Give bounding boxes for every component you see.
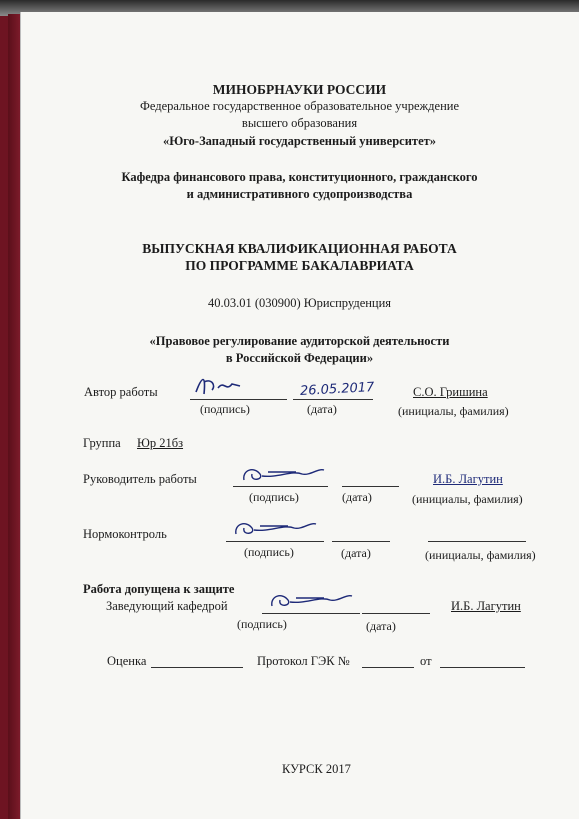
binding-edge [8, 14, 20, 819]
city-year: КУРСК 2017 [282, 762, 351, 776]
supervisor-caption-name: (инициалы, фамилия) [412, 492, 523, 506]
author-caption-name: (инициалы, фамилия) [398, 404, 509, 418]
normcontrol-label: Нормоконтроль [83, 527, 167, 541]
supervisor-date-line [342, 486, 399, 487]
normcontrol-date-line [332, 541, 390, 542]
normcontrol-caption-name: (инициалы, фамилия) [425, 548, 536, 562]
protocol-label: Протокол ГЭК № [257, 654, 350, 668]
specialty: 40.03.01 (030900) Юриспруденция [207, 296, 392, 310]
work-title-line-2: ПО ПРОГРАММЕ БАКАЛАВРИАТА [185, 258, 414, 273]
institution-line-2: высшего образования [241, 116, 358, 130]
university-name: «Юго-Западный государственный университет» [162, 134, 437, 148]
grade-line [151, 667, 243, 668]
author-label: Автор работы [84, 385, 158, 399]
admission-heading: Работа допущена к защите [83, 582, 235, 596]
normcontrol-name-line [428, 541, 526, 542]
head-of-department-label: Заведующий кафедрой [106, 599, 228, 613]
institution-line-1: Федеральное государственное образовательное учреждение [139, 99, 459, 113]
normcontrol-caption-date: (дата) [341, 546, 371, 560]
author-caption-date: (дата) [307, 402, 337, 416]
head-signature [266, 586, 356, 619]
grade-label: Оценка [107, 654, 147, 668]
group-value: Юр 21бз [137, 436, 184, 450]
supervisor-signature [238, 460, 328, 493]
author-date-line [293, 399, 373, 400]
supervisor-label: Руководитель работы [83, 472, 197, 486]
department-line-1: Кафедра финансового права, конституционного, гражданского [121, 170, 478, 184]
author-caption-sign: (подпись) [200, 402, 250, 416]
head-caption-sign: (подпись) [237, 617, 287, 631]
author-date: 26.05.2017 [299, 380, 375, 399]
group-label: Группа [83, 436, 121, 450]
ministry-name: МИНОБРНАУКИ РОССИИ [212, 82, 387, 97]
head-caption-date: (дата) [366, 619, 396, 633]
protocol-date-line [440, 667, 525, 668]
supervisor-caption-date: (дата) [342, 490, 372, 504]
department-line-2: и административного судопроизводства [186, 187, 413, 201]
normcontrol-caption-sign: (подпись) [244, 545, 294, 559]
normcontrol-signature [230, 514, 320, 547]
head-date-line [362, 613, 430, 614]
work-title-line-1: ВЫПУСКНАЯ КВАЛИФИКАЦИОННАЯ РАБОТА [142, 241, 457, 256]
head-name: И.Б. Лагутин [451, 599, 521, 613]
author-signature [192, 372, 262, 405]
protocol-date-label: от [420, 654, 432, 668]
topic-line-1: «Правовое регулирование аудиторской деятельности [149, 334, 450, 348]
supervisor-name: И.Б. Лагутин [433, 472, 503, 486]
author-name: С.О. Гришина [413, 385, 488, 399]
supervisor-caption-sign: (подпись) [249, 490, 299, 504]
topic-line-2: в Российской Федерации» [225, 351, 374, 365]
protocol-number-line [362, 667, 414, 668]
